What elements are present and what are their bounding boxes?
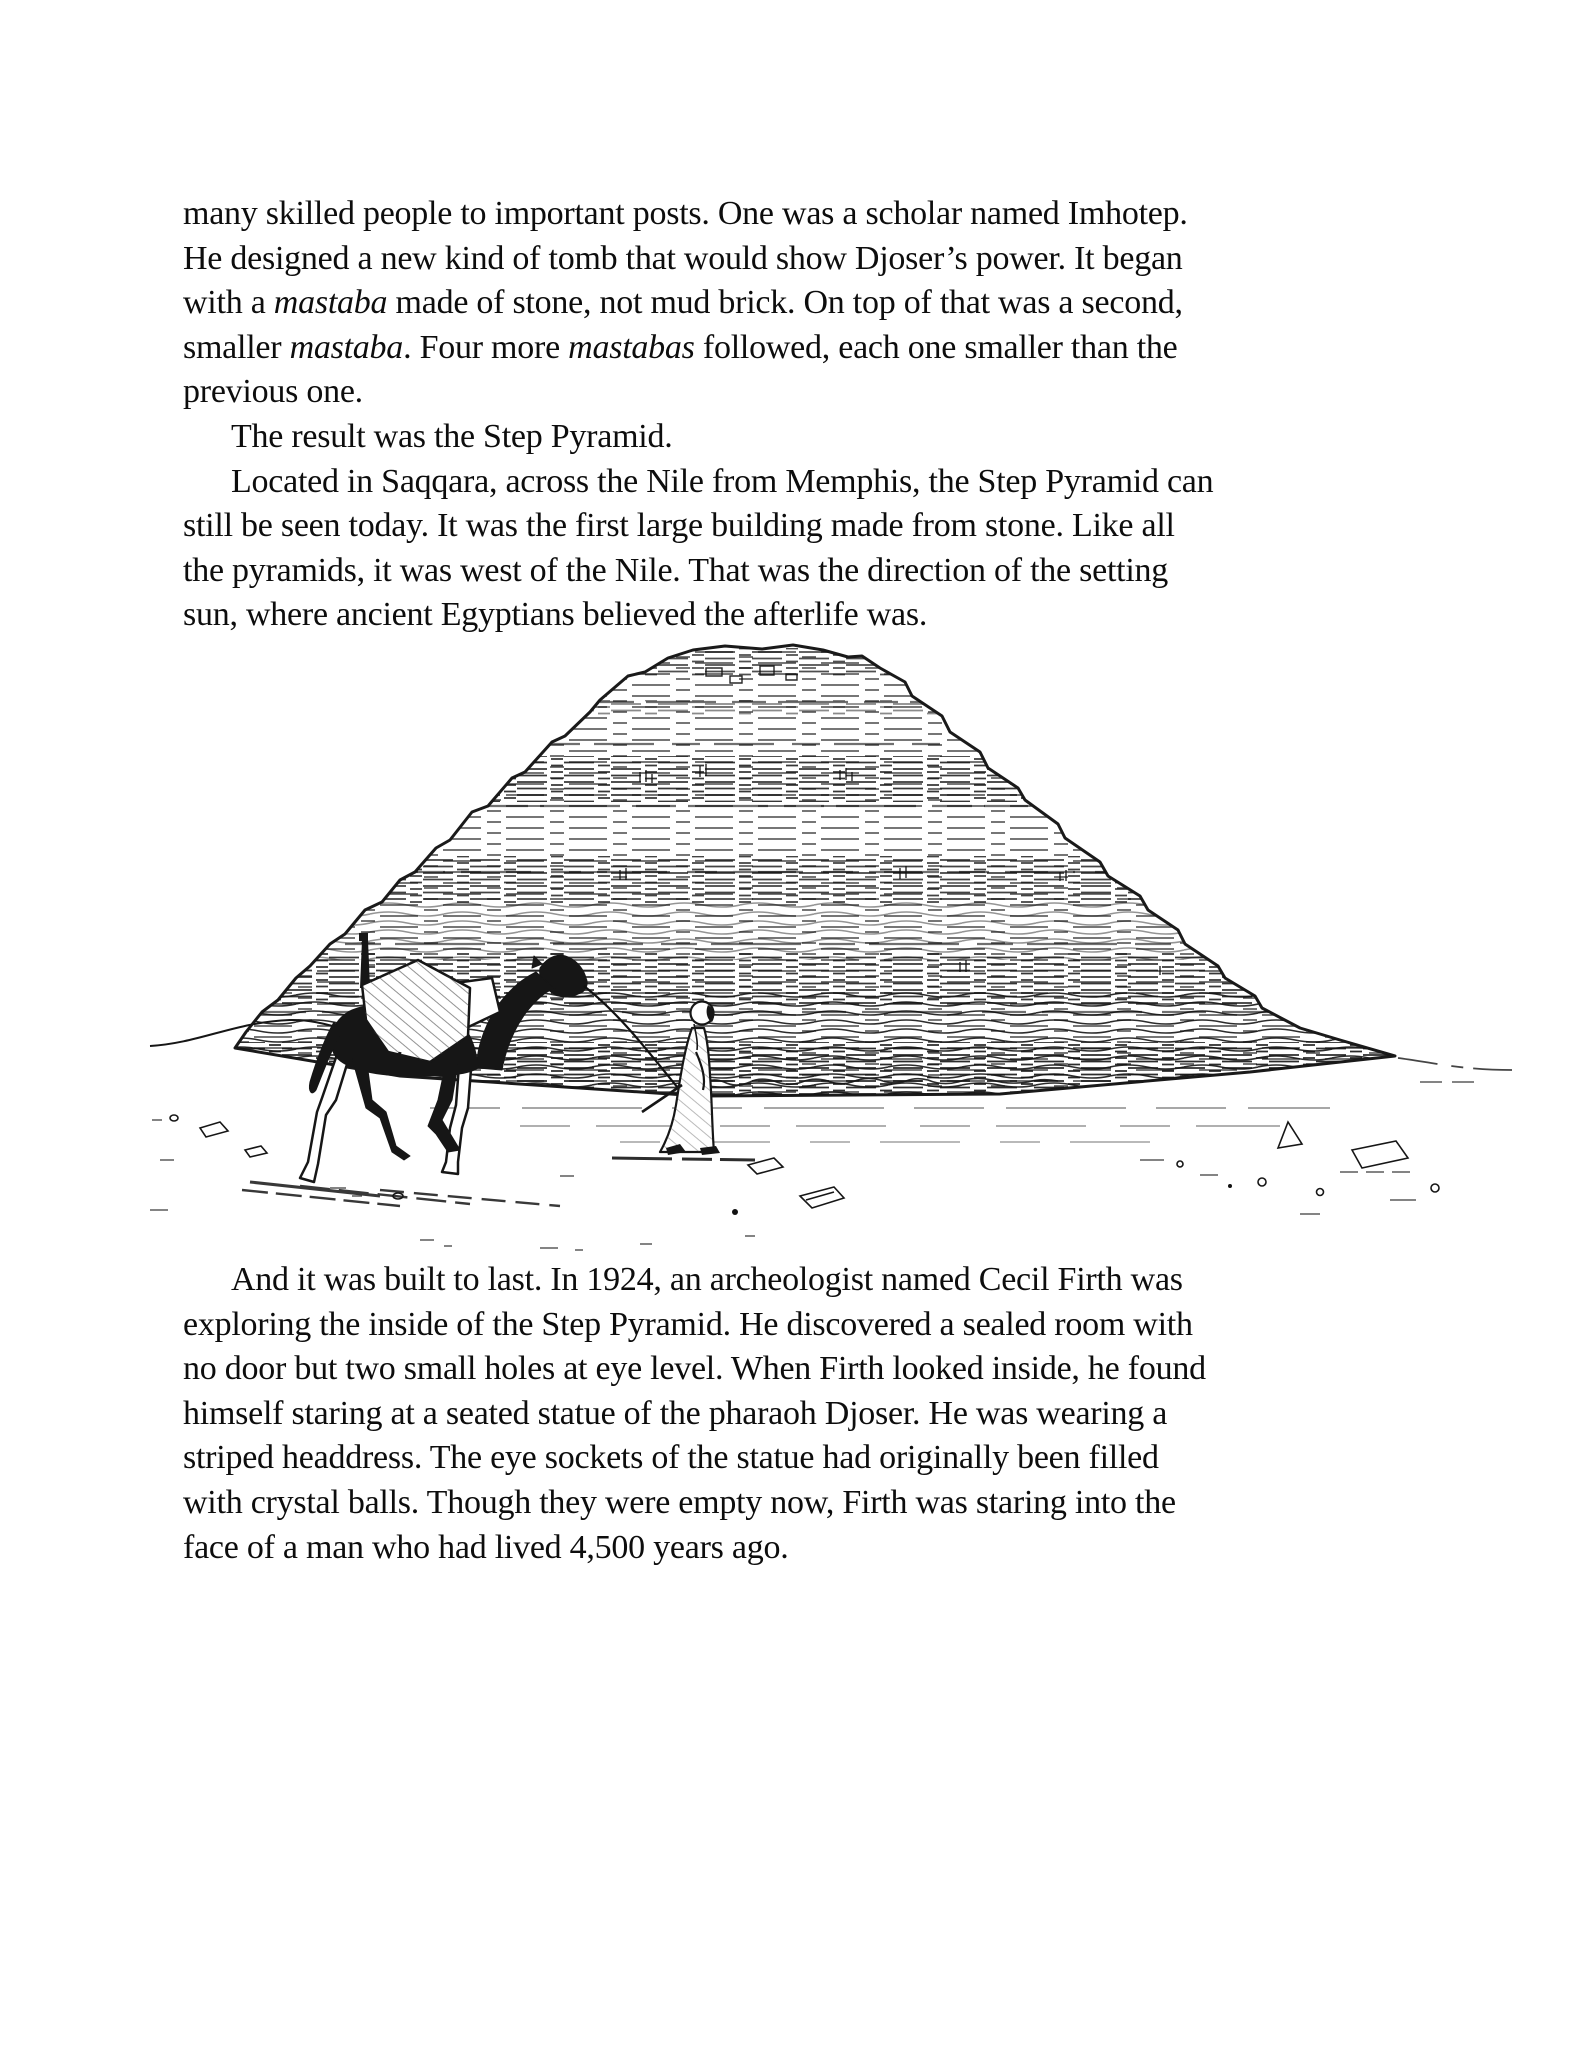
- text-block-bottom: [183, 1258, 1273, 1570]
- text-line: with a mastaba made of stone, not mud brick. On top of that was a second,: [183, 284, 1183, 322]
- sand-dashes: [150, 1120, 1416, 1250]
- text-line: Located in Saqqara, across the Nile from Memphis, the Step Pyramid can: [231, 462, 1214, 500]
- text-line: the pyramids, it was west of the Nile. That was the direction of the setting: [183, 551, 1169, 589]
- paragraph: [183, 1258, 1273, 1570]
- text-line: The result was the Step Pyramid.: [231, 417, 673, 455]
- text-line: smaller mastaba. Four more mastabas followed, each one smaller than the: [183, 328, 1178, 366]
- text-line: sun, where ancient Egyptians believed the afterlife was.: [183, 596, 928, 634]
- text-line: no door but two small holes at eye level. When Firth looked inside, he found: [183, 1350, 1206, 1388]
- paragraph: [183, 192, 1273, 415]
- rocks: [170, 1115, 1439, 1215]
- text-line: striped headdress. The eye sockets of the statue had originally been filled: [183, 1439, 1159, 1477]
- text-line: many skilled people to important posts. One was a scholar named Imhotep.: [183, 195, 1188, 232]
- text-line: with crystal balls. Though they were empty now, Firth was staring into the: [183, 1483, 1176, 1521]
- illustration-svg: [148, 635, 1514, 1255]
- step-pyramid-illustration: [148, 635, 1514, 1255]
- text-line: previous one.: [183, 373, 363, 411]
- paragraph: [183, 415, 1273, 460]
- paragraph: [183, 460, 1273, 638]
- text-block-top: [183, 192, 1273, 638]
- text-line: He designed a new kind of tomb that would show Djoser’s power. It began: [183, 239, 1183, 277]
- text-line: face of a man who had lived 4,500 years ago.: [183, 1528, 789, 1566]
- text-line: still be seen today. It was the first large building made from stone. Like all: [183, 507, 1175, 545]
- text-line: And it was built to last. In 1924, an archeologist named Cecil Firth was: [231, 1261, 1183, 1298]
- text-line: exploring the inside of the Step Pyramid. He discovered a sealed room with: [183, 1305, 1193, 1343]
- text-line: himself staring at a seated statue of the pharaoh Djoser. He was wearing a: [183, 1394, 1168, 1432]
- figure-shadow: [612, 1158, 755, 1160]
